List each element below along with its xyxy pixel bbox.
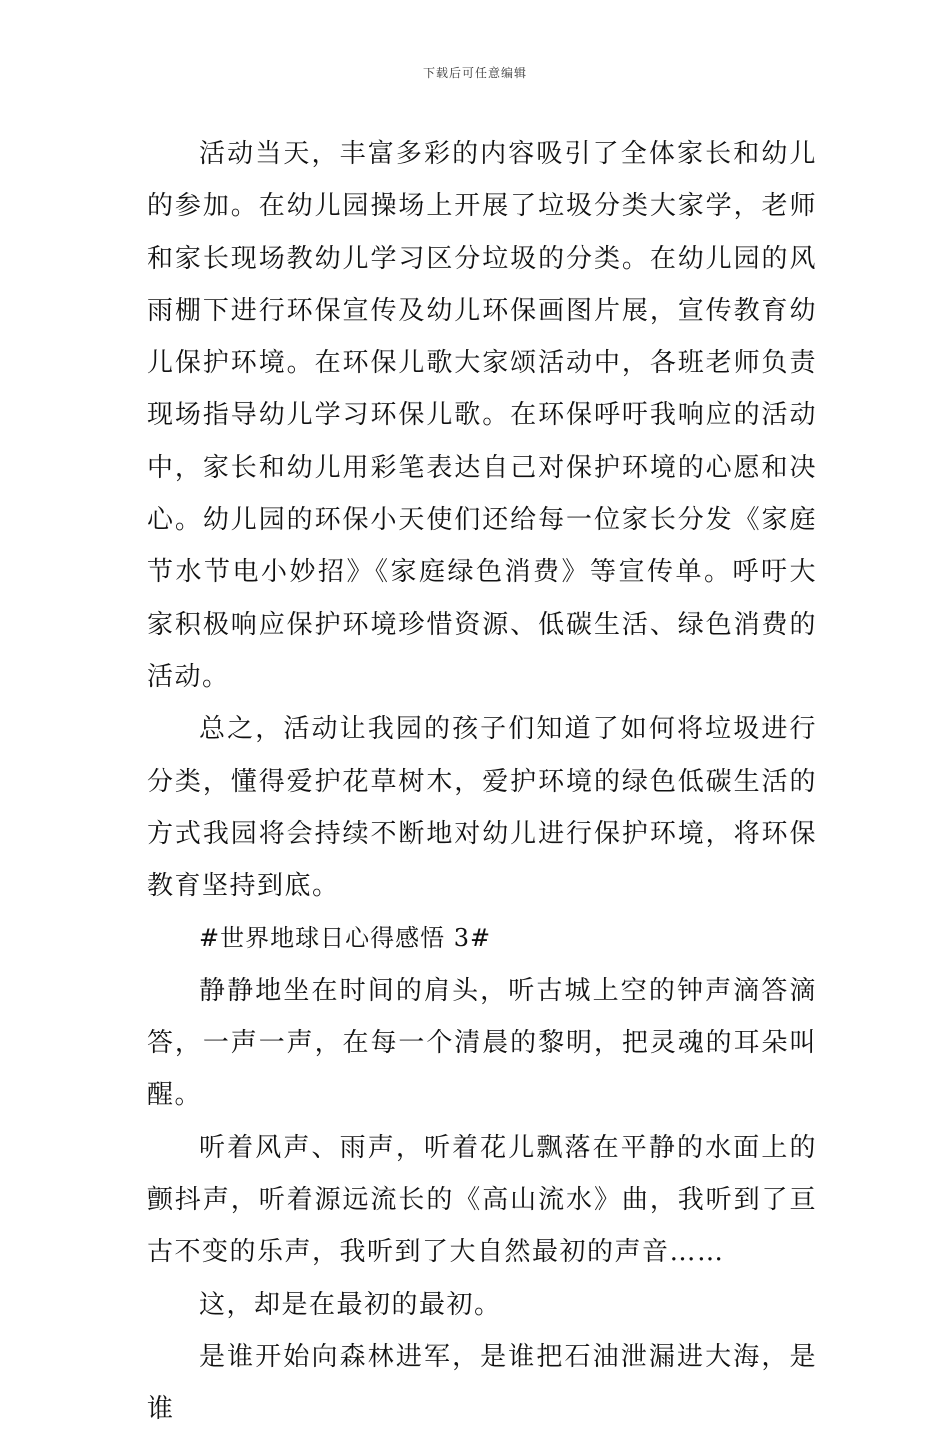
paragraph-origin: 这，却是在最初的最初。	[199, 1289, 502, 1320]
paragraph-clock-bell: 静静地坐在时间的肩头，听古城上空的钟声滴答滴答，一声一声，在每一个清晨的黎明，把灵魂的耳朵叫醒。	[147, 975, 817, 1111]
document-body	[147, 128, 817, 1435]
paragraph-question: 是谁开始向森林进军，是谁把石油泄漏进大海，是谁	[147, 1341, 817, 1425]
section-heading: #世界地球日心得感悟 3#	[199, 924, 492, 953]
page-header: 下载后可任意编辑	[422, 66, 527, 80]
paragraph-sounds: 听着风声、雨声，听着花儿飘落在平静的水面上的颤抖声，听着源远流长的《高山流水》曲，我听到了亘古不变的乐声，我听到了大自然最初的声音……	[147, 1132, 817, 1268]
paragraph-activity-day: 活动当天，丰富多彩的内容吸引了全体家长和幼儿的参加。在幼儿园操场上开展了垃圾分类大家学，老师和家长现场教幼儿学习区分垃圾的分类。在幼儿园的风雨棚下进行环保宣传及幼儿环保画图片展，宣传教育幼儿保护环境。在环保儿歌大家颂活动中，各班老师负责现场指导幼儿学习环保儿歌。在环保呼吁我响应的活动中，家长和幼儿用彩笔表达自己对保护环境的心愿和决心。幼儿园的环保小天使们还给每一位家长分发《家庭节水节电小妙招》《家庭绿色消费》等宣传单。呼吁大家积极响应保护环境珍惜资源、低碳生活、绿色消费的活动。	[147, 139, 817, 692]
paragraph-summary: 总之，活动让我园的孩子们知道了如何将垃圾进行分类，懂得爱护花草树木，爱护环境的绿色低碳生活的方式我园将会持续不断地对幼儿进行保护环境，将环保教育坚持到底。	[147, 714, 817, 902]
